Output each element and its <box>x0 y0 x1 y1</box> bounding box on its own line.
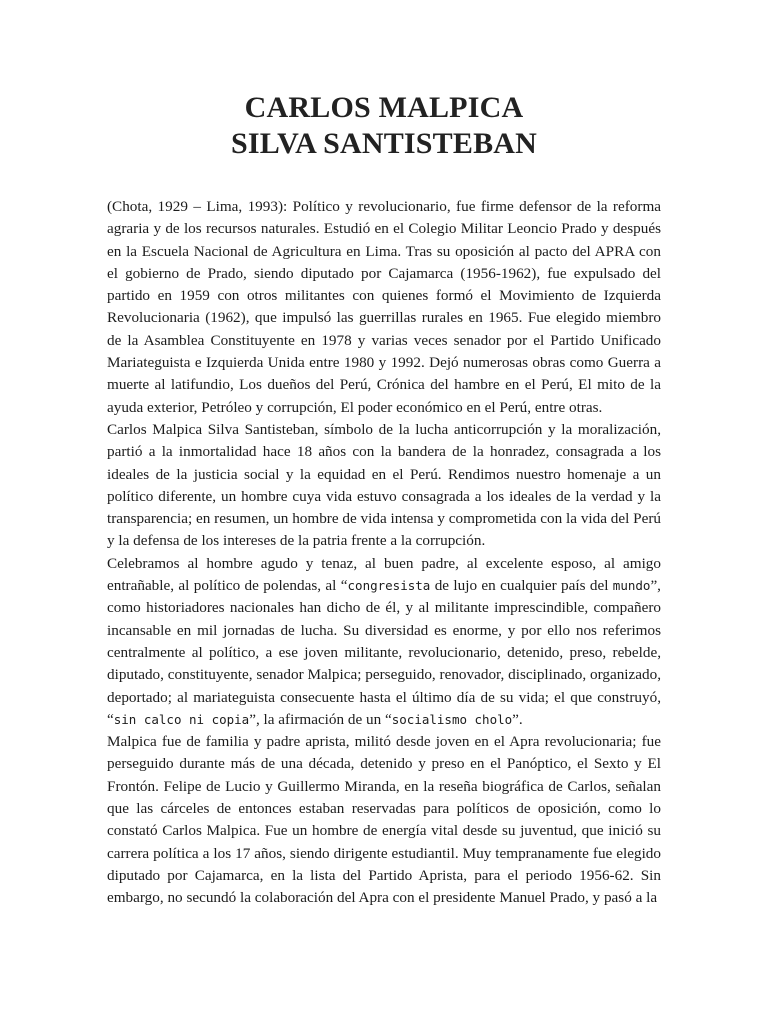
paragraph-apra: Malpica fue de familia y padre aprista, militó desde joven en el Apra revolucionaria; fue perseguido durante más de una década, detenido y preso en el Panóptico, el Sexto y El Frontón. Felipe de Lucio y Guillermo Miranda, en la reseña biográfica de Carlos, señalan que las cárceles de entonces estaban reservadas para políticos de oposición, como lo constató Carlos Malpica. Fue un hombre de energía vital desde su juventud, que inició su carrera política a los 17 años, siendo dirigente estudiantil. Muy tempranamente fue elegido diputado por Cajamarca, en la lista del Partido Aprista, para el periodo 1956-62. Sin embargo, no secundó la colaboración del Apra con el presidente Manuel Prado, y pasó a la <box>107 733 661 907</box>
paragraph-text: de lujo en cualquier país del <box>430 577 613 595</box>
quoted-term: sin calco ni copia <box>113 711 250 727</box>
paragraph-biography: (Chota, 1929 – Lima, 1993): Político y revolucionario, fue firme defensor de la reforma agraria y de los recursos naturales. Estudió en el Colegio Militar Leoncio Prado y después en la Escuela Nacional de Agricultura en Lima. Tras su oposición al pacto del APRA con el gobierno de Prado, siendo diputado por Cajamarca (1956-1962), fue expulsado del partido en 1959 con otros militantes con quienes formó el Movimiento de Izquierda Revolucionaria (1962), que impulsó las guerrillas rurales en 1965. Fue elegido miembro de la Asamblea Constituyente en 1978 y varias veces senador por el Partido Unificado Mariateguista e Izquierda Unida entre 1980 y 1992. Dejó numerosas obras como Guerra a muerte al latifundio, Los dueños del Perú, Crónica del hambre en el Perú, El mito de la ayuda exterior, Petróleo y corrupción, El poder económico en el Perú, entre otras. <box>107 198 661 416</box>
title-line-1: CARLOS MALPICA <box>244 91 524 124</box>
paragraph-text: ”, como historiadores nacionales han dicho de él, y al militante imprescindible, compañero incansable en mil jornadas de lucha. Su diversidad es enorme, y por ello nos referimos centralmente al político, a ese joven militante, revolucionario, detenido, preso, rebelde, diputado, constituyente, senador Malpica; perseguido, renovador, disciplinado, organizado, deportado; al mariateguista consecuente hasta el último día de su vida; el que construyó, “ <box>107 577 661 728</box>
quoted-term: socialismo cholo <box>391 711 513 727</box>
paragraph-text: ”, la afirmación de un “ <box>249 710 392 728</box>
page-title <box>0 90 768 162</box>
title-line-2: SILVA SANTISTEBAN <box>230 127 538 160</box>
paragraph-homage: Carlos Malpica Silva Santisteban, símbolo de la lucha anticorrupción y la moralización, partió a la inmortalidad hace 18 años con la bandera de la honradez, consagrada a los ideales de la justicia social y la equidad en el Perú. Rendimos nuestro homenaje a un político diferente, un hombre cuya vida estuvo consagrada a los ideales de la verdad y la transparencia; en resumen, un hombre de vida intensa y comprometida con la vida del Perú y la defensa de los intereses de la patria frente a la corrupción. <box>107 420 661 550</box>
paragraph-celebration <box>107 553 661 731</box>
article-body <box>107 196 661 910</box>
paragraph-text: Celebramos al hombre agudo y tenaz, al buen padre, al excelente esposo, al amigo entrañable, al político de polendas, al “ <box>107 554 661 595</box>
paragraph-text: ”. <box>512 710 523 728</box>
quoted-term: mundo <box>612 578 651 594</box>
quoted-term: congresista <box>347 578 431 594</box>
